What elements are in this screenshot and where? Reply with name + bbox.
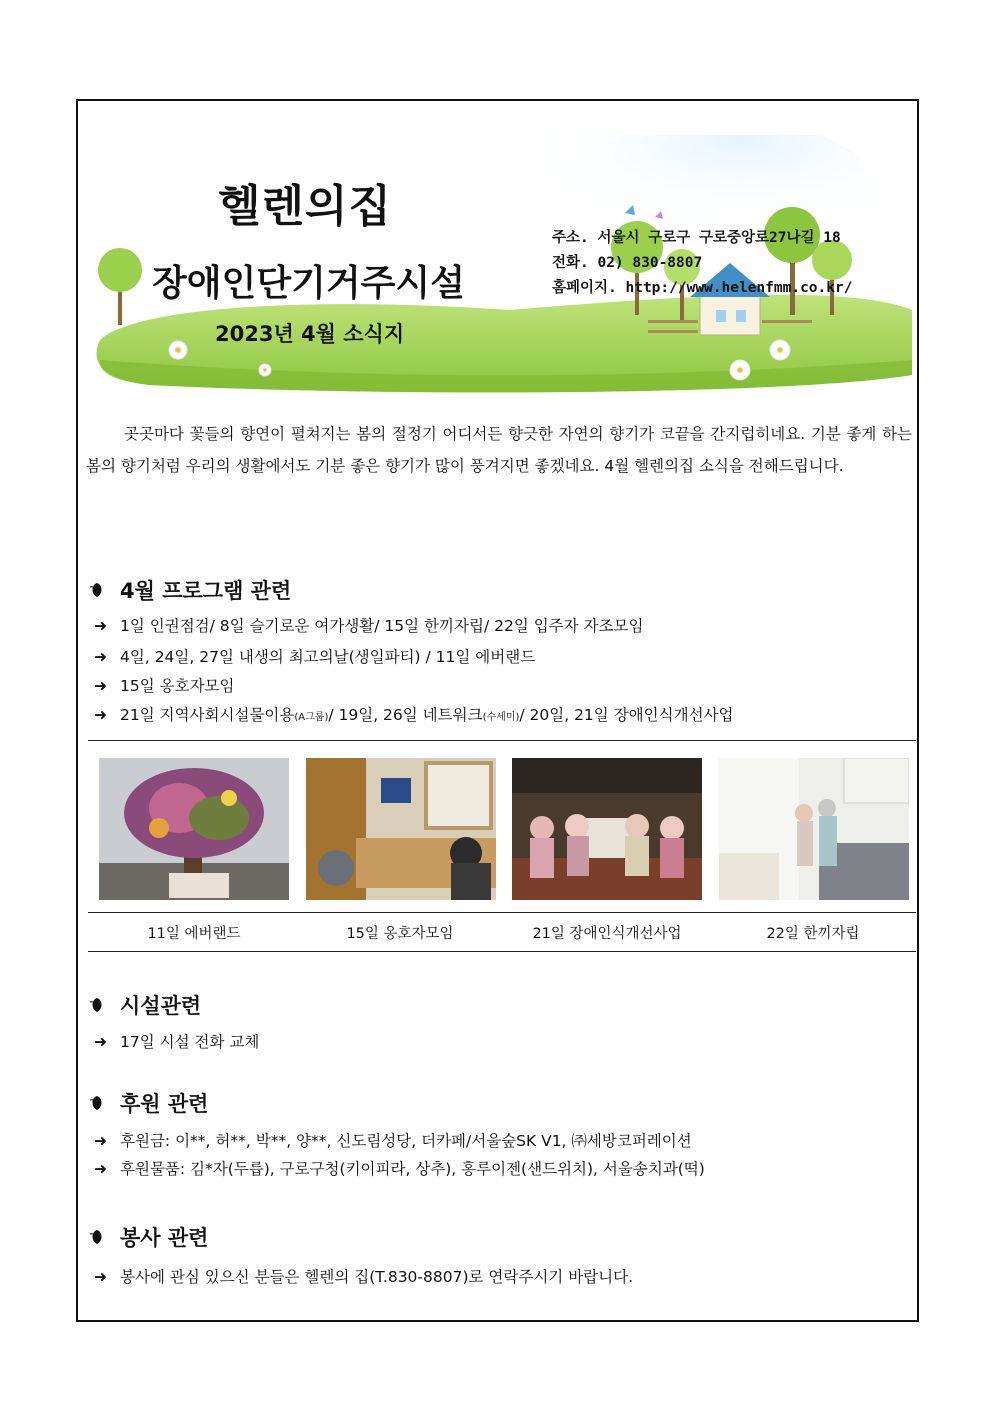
divider	[88, 951, 916, 952]
phone-text: 전화. 02) 830-8807	[552, 255, 703, 271]
arrow-icon: ➜	[94, 1132, 107, 1150]
arrow-icon: ➜	[94, 706, 107, 724]
photo-advocates-meeting	[306, 758, 496, 900]
homepage-link[interactable]: 홈페이지. http://www.helenfmm.co.kr/	[552, 280, 853, 296]
newsletter-subtitle: 장애인단기거주시설	[152, 263, 465, 304]
contact-info	[552, 226, 852, 301]
intro-text: 곳곳마다 꽃들의 향연이 펼쳐지는 봄의 절정기 어디서든 향긋한 자연의 향기가 코끝을 간지럽히네요. 기분 좋게 하는 봄의 향기처럼 우리의 생활에서도 기분 좋은 향기가 많이 풍겨지면 좋겠네요. 4월 헬렌의집 소식을 전해드립니다.	[86, 425, 912, 475]
divider	[88, 912, 916, 913]
support-item-2: ➜ 후원물품: 김*자(두릅), 구로구청(키이피라, 상추), 홍루이젠(샌드위치), 서울송치과(떡)	[94, 1160, 705, 1178]
photo-meal-independence	[719, 758, 909, 900]
arrow-icon: ➜	[94, 1268, 107, 1286]
photo-caption: 11일 에버랜드	[147, 926, 241, 942]
photo-caption: 21일 장애인식개선사업	[532, 926, 682, 942]
arrow-icon: ➜	[94, 1160, 107, 1178]
section-facility-label: 시설관련	[120, 994, 202, 1018]
program-item-2: ➜ 4일, 24일, 27일 내생의 최고의날(생일파티) / 11일 에버랜드	[94, 648, 536, 666]
section-facility-title	[88, 990, 201, 1020]
volunteer-item-1: ➜ 봉사에 관심 있으신 분들은 헬렌의 집(T.830-8807)로 연락주시기 바랍니다.	[94, 1268, 634, 1286]
section-program-label: 4월 프로그램 관련	[120, 579, 292, 603]
section-volunteer-title	[88, 1222, 208, 1252]
leaf-bullet-icon	[88, 581, 106, 599]
section-program-title	[88, 575, 291, 605]
section-volunteer-label: 봉사 관련	[120, 1226, 209, 1250]
arrow-icon: ➜	[94, 677, 107, 695]
photo-everland	[99, 758, 289, 900]
photo-disability-awareness	[512, 758, 702, 900]
intro-paragraph	[86, 418, 912, 482]
program-item-1: ➜ 1일 인권점검/ 8일 슬기로운 여가생활/ 15일 한끼자립/ 22일 입주자 자조모임	[94, 617, 644, 635]
address-text: 주소. 서울시 구로구 구로중앙로27나길 18	[552, 230, 841, 246]
newsletter-date: 2023년 4월 소식지	[215, 322, 405, 346]
support-item-1: ➜ 후원금: 이**, 허**, 박**, 양**, 신도림성당, 더카페/서울숲SK V1, ㈜세방코퍼레이션	[94, 1132, 692, 1150]
program-item-4: ➜ 21일 지역사회시설물이용(A그룹)/ 19일, 26일 네트워크(수세미)/ 20일, 21일 장애인식개선사업	[94, 706, 734, 724]
arrow-icon: ➜	[94, 648, 107, 666]
photo-caption: 22일 한끼자립	[766, 926, 860, 942]
divider	[88, 740, 916, 741]
program-item-3: ➜ 15일 옹호자모임	[94, 677, 235, 695]
leaf-bullet-icon	[88, 996, 106, 1014]
leaf-bullet-icon	[88, 1094, 106, 1112]
leaf-bullet-icon	[88, 1228, 106, 1246]
arrow-icon: ➜	[94, 617, 107, 635]
arrow-icon: ➜	[94, 1033, 107, 1051]
section-support-label: 후원 관련	[120, 1092, 209, 1116]
photo-caption: 15일 옹호자모임	[346, 926, 454, 942]
section-support-title	[88, 1088, 208, 1118]
newsletter-title: 헬렌의집	[218, 181, 393, 232]
facility-item-1: ➜ 17일 시설 전화 교체	[94, 1033, 260, 1051]
